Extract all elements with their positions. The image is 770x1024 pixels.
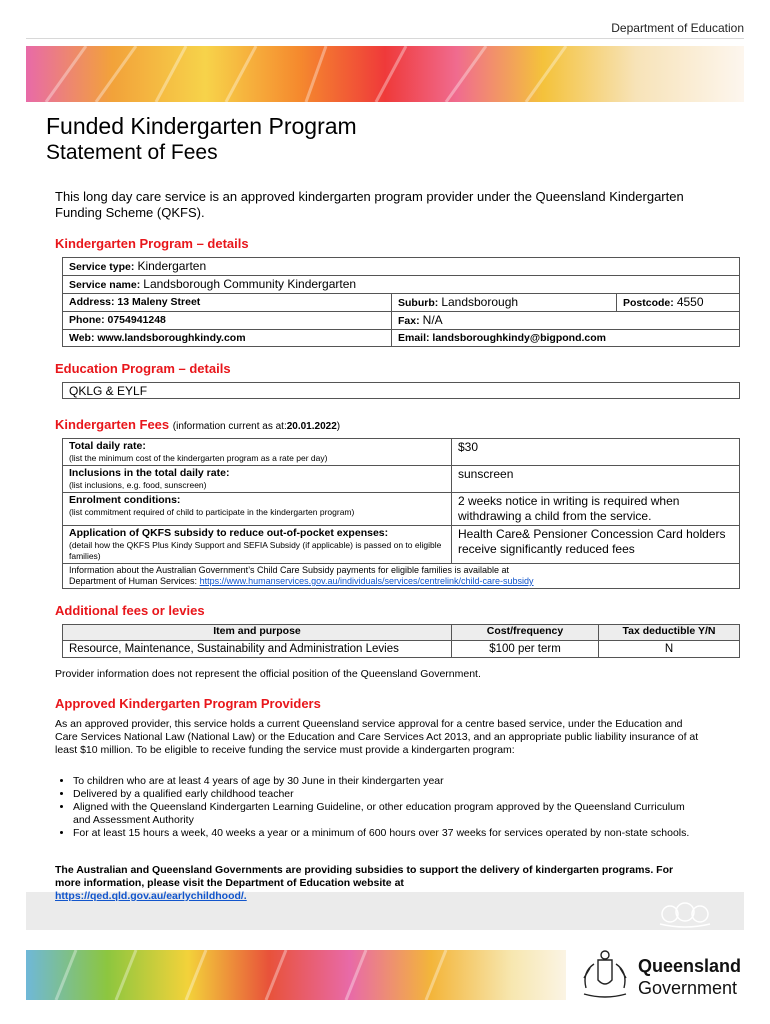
suburb-cell (392, 294, 617, 312)
fees-date: 20.01.2022 (286, 421, 337, 432)
education-program-value: QKLG & EYLF (62, 382, 740, 399)
fees-info-date (173, 421, 340, 432)
ccs-info-line-2 (69, 576, 733, 587)
list-item: • Aligned with the Queensland Kindergarten Learning Guideline, or other education program approved by the Queensland Curriculum and Assessment Authority (73, 801, 703, 827)
approved-providers-paragraph: As an approved provider, this service holds a current Queensland service approval for a centre based service, under the Education and Care Services National Law (National Law) or the Education and Care Services Act 2013, and an appropriate public liability insurance of at least $10 million. To be eligible to receive funding the service must provide a kindergarten program: (55, 718, 699, 756)
fee-value: Health Care& Pensioner Concession Card holders receive significantly reduced fees (452, 526, 740, 564)
fee-note: (list inclusions, e.g. food, sunscreen) (69, 480, 207, 490)
postcode-cell (617, 294, 740, 312)
levy-tax-deductible: N (599, 641, 740, 658)
levy-cost: $100 per term (452, 641, 599, 658)
service-type-label: Service type: (69, 261, 135, 273)
ccs-info-cell (63, 564, 740, 589)
fees-info-prefix: (information current as at: (172, 421, 287, 432)
service-type-cell (63, 258, 740, 276)
queensland-government-logo-subtitle: Government (638, 978, 738, 998)
fax-cell (392, 312, 740, 330)
requirements-list (55, 775, 703, 840)
kindergarten-program-table (62, 257, 740, 347)
queensland-government-logo-name: Queensland (638, 956, 742, 976)
queensland-coat-of-arms-icon (576, 948, 634, 1002)
intro-text: This long day care service is an approved kindergarten program provider under the Queensland Kindergarten Funding Scheme (QKFS). (55, 189, 684, 220)
header-divider (26, 38, 744, 39)
fee-value: $30 (452, 439, 740, 466)
disclaimer-text: Provider information does not represent the official position of the Queensland Government. (55, 668, 481, 680)
fee-note: (detail how the QKFS Plus Kindy Support and SEFIA Subsidy (if applicable) is passed on to eligible families) (69, 540, 442, 561)
fee-row-label (63, 493, 452, 526)
department-name: Department of Education (611, 21, 744, 35)
postcode-label: Postcode: (623, 297, 674, 309)
fax-value: N/A (422, 313, 443, 327)
column-header: Item and purpose (63, 625, 452, 641)
coat-of-arms-watermark-icon (650, 900, 720, 928)
ccs-info-line: Information about the Australian Government’s Child Care Subsidy payments for eligible families is available at (69, 565, 510, 575)
service-name-value: Landsborough Community Kindergarten (143, 277, 357, 291)
web-cell: Web: www.landsboroughkindy.com (63, 330, 392, 347)
suburb-label: Suburb: (398, 297, 439, 309)
suburb-value: Landsborough (441, 295, 519, 309)
page-subtitle: Statement of Fees (46, 141, 218, 164)
postcode-value: 4550 (676, 295, 704, 309)
decorative-banner-top (26, 46, 744, 102)
email-cell: Email: landsboroughkindy@bigpond.com (392, 330, 740, 347)
education-program-heading: Education Program – details (55, 361, 231, 376)
service-type-value: Kindergarten (137, 259, 207, 273)
fee-value: 2 weeks notice in writing is required when withdrawing a child from the service. (452, 493, 740, 526)
service-name-label: Service name: (69, 279, 141, 291)
address-cell: Address: 13 Maleny Street (63, 294, 392, 312)
additional-fees-table (62, 624, 740, 658)
additional-fees-heading: Additional fees or levies (55, 603, 205, 618)
table-row (63, 641, 740, 658)
fax-label: Fax: (398, 315, 420, 327)
list-item: • For at least 15 hours a week, 40 weeks a year or a minimum of 600 hours over 37 weeks for services operated by non-state schools. (73, 827, 703, 840)
fee-label: Inclusions in the total daily rate: (69, 467, 230, 479)
service-name-cell (63, 276, 740, 294)
ccs-info-prefix: Department of Human Services: (69, 576, 200, 586)
child-care-subsidy-link[interactable]: https://www.humanservices.gov.au/individuals/services/centrelink/child-care-subsidy (199, 576, 534, 586)
fee-row-label (63, 466, 452, 493)
levy-item: Resource, Maintenance, Sustainability and Administration Levies (63, 641, 452, 658)
kindergarten-fees-table (62, 438, 740, 589)
closing-statement: The Australian and Queensland Governments are providing subsidies to support the delivery of kindergarten programs. For more information, please visit the Department of Education website at (55, 864, 674, 889)
list-item: • To children who are at least 4 years of age by 30 June in their kindergarten year (73, 775, 703, 788)
approved-providers-heading: Approved Kindergarten Program Providers (55, 696, 321, 711)
fee-label: Enrolment conditions: (69, 494, 181, 506)
kindergarten-program-heading: Kindergarten Program – details (55, 236, 249, 251)
fee-note: (list the minimum cost of the kindergarten program as a rate per day) (69, 453, 328, 463)
kindergarten-fees-heading (55, 417, 340, 432)
fee-row-label (63, 526, 452, 564)
fee-label: Total daily rate: (69, 440, 146, 452)
fees-info-suffix: ) (336, 421, 341, 432)
list-item: • Delivered by a qualified early childhood teacher (73, 788, 703, 801)
column-header: Cost/frequency (452, 625, 599, 641)
column-header: Tax deductible Y/N (599, 625, 740, 641)
earlychildhood-link[interactable]: https://qed.qld.gov.au/earlychildhood/. (55, 890, 247, 902)
fee-label: Application of QKFS subsidy to reduce out-of-pocket expenses: (69, 527, 389, 539)
page-title: Funded Kindergarten Program (46, 113, 357, 139)
fee-note: (list commitment required of child to participate in the kindergarten program) (69, 507, 355, 517)
earlychildhood-link-wrap (55, 890, 247, 902)
decorative-banner-bottom (26, 950, 566, 1000)
fee-value: sunscreen (452, 466, 740, 493)
phone-cell: Phone: 0754941248 (63, 312, 392, 330)
fee-row-label (63, 439, 452, 466)
fees-heading-text: Kindergarten Fees (55, 417, 170, 432)
